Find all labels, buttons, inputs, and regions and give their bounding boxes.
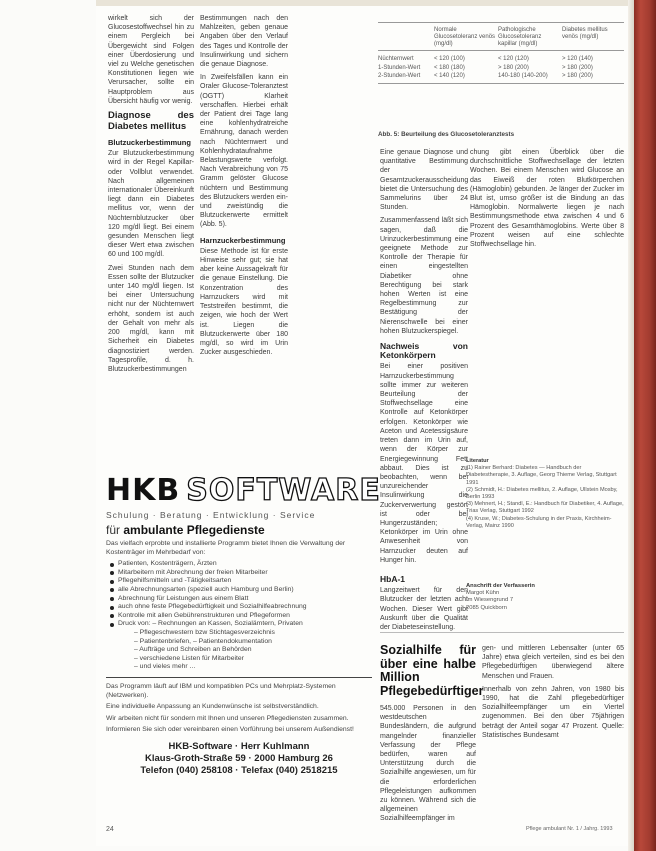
ad-feature-list: [110, 560, 372, 672]
ad-feature-sub: – Aufträge und Schreiben an Behörden: [134, 646, 252, 654]
ad-logo: [106, 470, 381, 508]
col3-paragraph-2: Zusammenfassend läßt sich sagen, daß die Urinzuckerbestimmung eine geeignete Methode zur Kontrolle der Therapie für einen eingestellten Diabetiker ohne Berechtigung bei stark hohen Werten ist eine Regelbestimmung zur Bestätigung der Nierenschwelle bei einer hohen Blutzuckerspiegel.: [380, 217, 468, 335]
journal-footer: Pflege ambulant Nr. 1 / Jahrg. 1993: [526, 826, 613, 832]
literature-item: (2) Schmidt, H.: Diabetes mellitus, 2. Auflage, Ullstein Mosby, Berlin 1993: [466, 486, 618, 501]
ad-contact-phone: Telefon (040) 258108 · Telefax (040) 2518215: [140, 764, 338, 776]
ad-target-line: [106, 523, 372, 537]
ad-partnership-note: Wir arbeiten nicht für sondern mit Ihnen und unseren Pflegediensten zusammen.: [106, 714, 349, 722]
ad-feature: auch ohne feste Pflegebedürftigkeit und Sozialhilfeabrechnung: [110, 603, 372, 612]
col4-paragraph-1: chung gibt einen Überblick über die durchschnittliche Stoffwechsellage der letzten Wochen. Bei einem Menschen wird Glucose an das Eiweiß der roten Blutkörperchen (Hämoglobin) gebunden. Je länger der Zucker im Blut ist, umso größer ist die Bindung an das Hämoglobin. Normalwerte liegen je nach Bestimmungsmethode etwa zwischen 4 und 6 Prozent des Gesamthämoglobins. Werte über 8 Prozent weisen auf eine schlechte Stoffwechsellage hin.: [470, 149, 624, 249]
table-cell: < 120 (100): [434, 56, 465, 62]
literature-item: (3) Mehnert, H.; Standl, E.: Handbuch für Diabetiker, 4. Auflage, Trias Verlag, Stuttgart 1992: [466, 501, 624, 515]
literature-box: [466, 458, 626, 530]
book-binding: [634, 0, 656, 851]
table-cell: < 180 (180): [434, 64, 465, 71]
hkb-software-ad: [106, 470, 381, 820]
ad-logo-hkb: HKB: [106, 473, 181, 508]
column-3: [380, 148, 468, 636]
subheading-blutzucker: Blutzuckerbestimmung: [108, 138, 191, 148]
ad-feature-sub: – verschiedene Listen für Mitarbeiter: [134, 654, 244, 662]
col2-paragraph-1: Bestimmungen nach den Mahlzeiten, geben genaue Angaben über den Verlauf des Tages und Kontrolle der Insulinwirkung und sichern die genaue Diagnose.: [200, 15, 288, 69]
ad-target-prefix: für: [106, 523, 121, 537]
article-sozialhilfe: [380, 643, 484, 828]
col1-paragraph-1: Zur Blutzuckerbestimmung wird in der Regel Kapillar- oder Vollblut verwendet. Nach allgemeinen internationaler Übereinkunft liegt dann ein Diabetes mellitus vor, wenn der Nüchternblutzucker über 120 mg/dl liegt. Bei einem gesunden Menschen liegt dieser Wert etwa zwischen 60 und 100 mg/dl.: [108, 150, 194, 259]
col3-paragraph-3: Bei einer positiven Harnzuckerbestimmung sollte immer zur weiteren Beurteilung der Stoffwechsellage eine Kontrolle auf Ketonkörper erfolgen. Ketonkörper wie Aceton und Acetessigsäure treten dann im Urin auf, wenn der Körper zur Energiegewinnung Fett abbaut. Dies ist zu beobachten, wenn bei unzureichender Insulinwirkung die Zuckerverwertung gestört ist oder bei Hungerzuständen; Ketonkörper im Urin ohne Anwesenheit von Harnzucker deuten auf Hunger hin.: [380, 363, 468, 564]
table-row: [378, 64, 624, 73]
ad-contact-address: Klaus-Groth-Straße 59 · 2000 Hamburg 26: [145, 752, 333, 764]
ad-tagline: Schulung · Beratung · Entwicklung · Service: [106, 510, 316, 520]
ad-feature: Kontrolle mit allen Gebührenstrukturen und Pflegeformen: [110, 612, 372, 621]
table-cell: > 180 (200): [498, 64, 529, 71]
table-header-row: [378, 23, 624, 51]
ad-divider: [106, 677, 372, 678]
address-line: Im Wiesengrund 7: [466, 597, 514, 604]
ad-info-note: Informieren Sie sich oder vereinbaren einen Vorführung bei unserem Außendienst!: [106, 726, 354, 734]
table-header-cell: [378, 27, 434, 48]
table-cell: 2-Stunden-Wert: [378, 73, 421, 79]
ad-feature-sub: – Pflegeschwestern bzw Stichtagesverzeichnis: [134, 628, 275, 636]
article-sozialhilfe-paragraph-1: 545.000 Personen in den westdeutschen Bundesländern, die aufgrund mangelnder finanzieller Verfassung der Pflege bedürfen, waren auf Unterstützung durch die Sozialhilfe angewiesen, um für die erforderlichen Pflegeleistungen aufkommen zu können. Während sich die allgemeinen Sozialhilfeempfänger im: [380, 705, 476, 823]
table-header-cell: Pathologische Glucosetoleranz kapillar (mg/dl): [498, 27, 542, 47]
ad-feature: Druck von: – Rechnungen an Kassen, Sozialämtern, Privaten: [110, 620, 372, 629]
table-body: [378, 51, 624, 84]
table-row: [378, 72, 624, 81]
ad-contact-name: HKB-Software · Herr Kuhlmann: [168, 740, 310, 752]
table-row: [378, 55, 624, 64]
column-1: [108, 14, 194, 378]
ad-contact-block: [106, 741, 372, 777]
table-header-cell: Diabetes mellitus venös (mg/dl): [562, 27, 608, 40]
col2-paragraph-3: Diese Methode ist für erste Hinweise sehr gut; sie hat aber keine Aussagekraft für die genaue Einstellung. Die Konzentration des Harnzuckers wird mit Teststreifen bestimmt, die zeigen, wie hoch der Wert ist. Liegen die Blutzuckerwerte über 180 mg/dl, so wird im Urin Zucker ausgeschieden.: [200, 247, 288, 357]
ad-feature: Abrechnung für Leistungen aus einem Blatt: [110, 595, 372, 604]
ad-feature: Pflegehilfsmitteln und -Tätigkeitsarten: [110, 577, 372, 586]
section-divider: [380, 632, 624, 633]
table-cell: 140-180 (140-200): [498, 73, 548, 79]
heading-harnzucker: Harnzuckerbestimmung: [200, 235, 286, 245]
heading-hba1: HbA-1: [380, 573, 406, 584]
address-title: Anschrift der Verfasserin: [466, 583, 535, 589]
address-line: 2085 Quickborn: [466, 604, 507, 611]
ad-customization-note: Eine individuelle Anpassung an Kundenwünsche ist selbstverständlich.: [106, 703, 319, 711]
ad-target-bold: ambulante Pflegedienste: [123, 523, 265, 537]
table-cell: > 180 (200): [562, 64, 593, 71]
table-cell: < 140 (120): [434, 73, 465, 79]
table-cell: 1-Stunden-Wert: [378, 64, 421, 71]
table-caption: Abb. 5: Beurteilung des Glucosetoleranztests: [378, 131, 515, 138]
article-sozialhilfe-paragraph-2: gen- und mittleren Lebensalter (unter 65 Jahre) etwa gleich verteilen, sind es bei den Pflegebedürftigen überwiegend ältere Menschen und Frauen.: [482, 645, 624, 680]
col1-intro: wirkelt sich der Glucosestoffwechsel hin zu einem Pergleich bei Übergewicht sind Folgen einer Überdosierung und viel zu Welche genetischen Konstitutionen liegen wie Verursacher, sollte ein Hauptproblem aus Übersicht häufig vor wenig.: [108, 15, 194, 105]
table-cell: > 180 (200): [562, 73, 593, 79]
heading-diagnose: Diagnose des Diabetes mellitus: [108, 110, 194, 133]
article-sozialhilfe-heading: Sozialhilfe für über eine halbe Million Pflegebedürftiger: [380, 643, 484, 698]
glucose-table: [378, 22, 624, 84]
heading-ketonkoerper: Nachweis von Ketonkörpern: [380, 341, 468, 361]
ad-feature: Patienten, Kostenträgern, Ärzten: [110, 560, 372, 569]
ad-feature: Mitarbeitern mit Abrechnung der freien Mitarbeiter: [110, 569, 372, 578]
literature-item: (1) Rainer Berhard: Diabetes — Handbuch der Diabetestherapie, 3. Auflage, Georg Thieme Verlag, Stuttgart 1991: [466, 465, 617, 486]
col2-paragraph-2: In Zweifelsfällen kann ein Oraler Glucose-Toleranztest (OGTT) Klarheit verschaffen. Hierbei erhält der Patient drei Tage lang eine kohlenhydratreiche Ernährung, danach werden nach Nüchternwert und Kohlenhydrataufnahme Belastungswerte verfolgt. Nach Verabreichung von 75 Gramm gelöster Glucose nüchtern und Bestimmung des Blutzuckers werden ein- und zweistündig die Blutzuckerwerte ermittelt (Abb. 5).: [200, 74, 288, 229]
table-cell: < 120 (120): [498, 56, 529, 62]
col3-paragraph-4: Langzeitwert für den Blutzucker der letzten acht Wochen. Dieser Wert gibt Auskunft über die Qualität der Diabeteseinstellung.: [380, 587, 468, 631]
literature-title: Literatur: [466, 458, 489, 464]
page-number: 24: [106, 826, 114, 833]
ad-feature-sub: – Patientenbriefen, – Patientendokumentation: [134, 637, 272, 645]
table-cell: > 120 (140): [562, 56, 593, 62]
ad-body: [106, 540, 372, 735]
ad-logo-software: SOFTWARE: [186, 473, 381, 508]
literature-item: (4) Kruse, W.; Diabetes-Schulung in der Praxis, Kirchheim-Verlag, Mainz 1990: [466, 515, 612, 529]
table-cell: Nüchternwert: [378, 56, 414, 62]
article-sozialhilfe-column-2: [482, 644, 624, 744]
address-line: Margot Kühn: [466, 590, 500, 597]
ad-feature-sub: – und vieles mehr ...: [134, 663, 196, 671]
table-header-cell: Normale Glucosetoleranz venös (mg/dl): [434, 27, 496, 47]
column-4: [470, 148, 624, 253]
column-2: [200, 14, 288, 361]
ad-intro: Das vielfach erprobte und installierte Programm bietet Ihnen die Verwaltung der Kostenträger im Mehrbedarf von:: [106, 540, 346, 556]
author-address: [466, 583, 626, 612]
col3-paragraph-1: Eine genaue Diagnose und quantitative Bestimmung der Gesamtzuckerausscheidung bietet die Untersuchung des Sammelurins über 24 Stunden.: [380, 149, 469, 212]
ad-feature: alle Abrechnungsarten (speziell auch Hamburg und Berlin): [110, 586, 372, 595]
col1-paragraph-2: Zwei Stunden nach dem Essen sollte der Blutzucker unter 140 mg/dl liegen. Ist bei einer Untersuchung nicht nur der Nüchternwert erhöht, sondern ist auch der Gehalt von mehr als 200 mg/dl, kann mit Sicherheit ein Diabetes diagnostiziert werden. Tagesprofile, d. h. Blutzuckerbestimmungen: [108, 264, 194, 373]
article-sozialhilfe-paragraph-3: Innerhalb von zehn Jahren, von 1980 bis 1990, hat die Zahl pflegebedürftiger Sozialhilfeempfänger um ein Viertel zugenommen. Bei den über 75jährigen beträgt der Anteil sogar 47 Prozent. Quelle: Statistisches Bundesamt: [482, 685, 624, 739]
ad-system-note: Das Programm läuft auf IBM und kompatiblen PCs und Mehrplatz-Systemen (Netzwerken).: [106, 682, 336, 699]
